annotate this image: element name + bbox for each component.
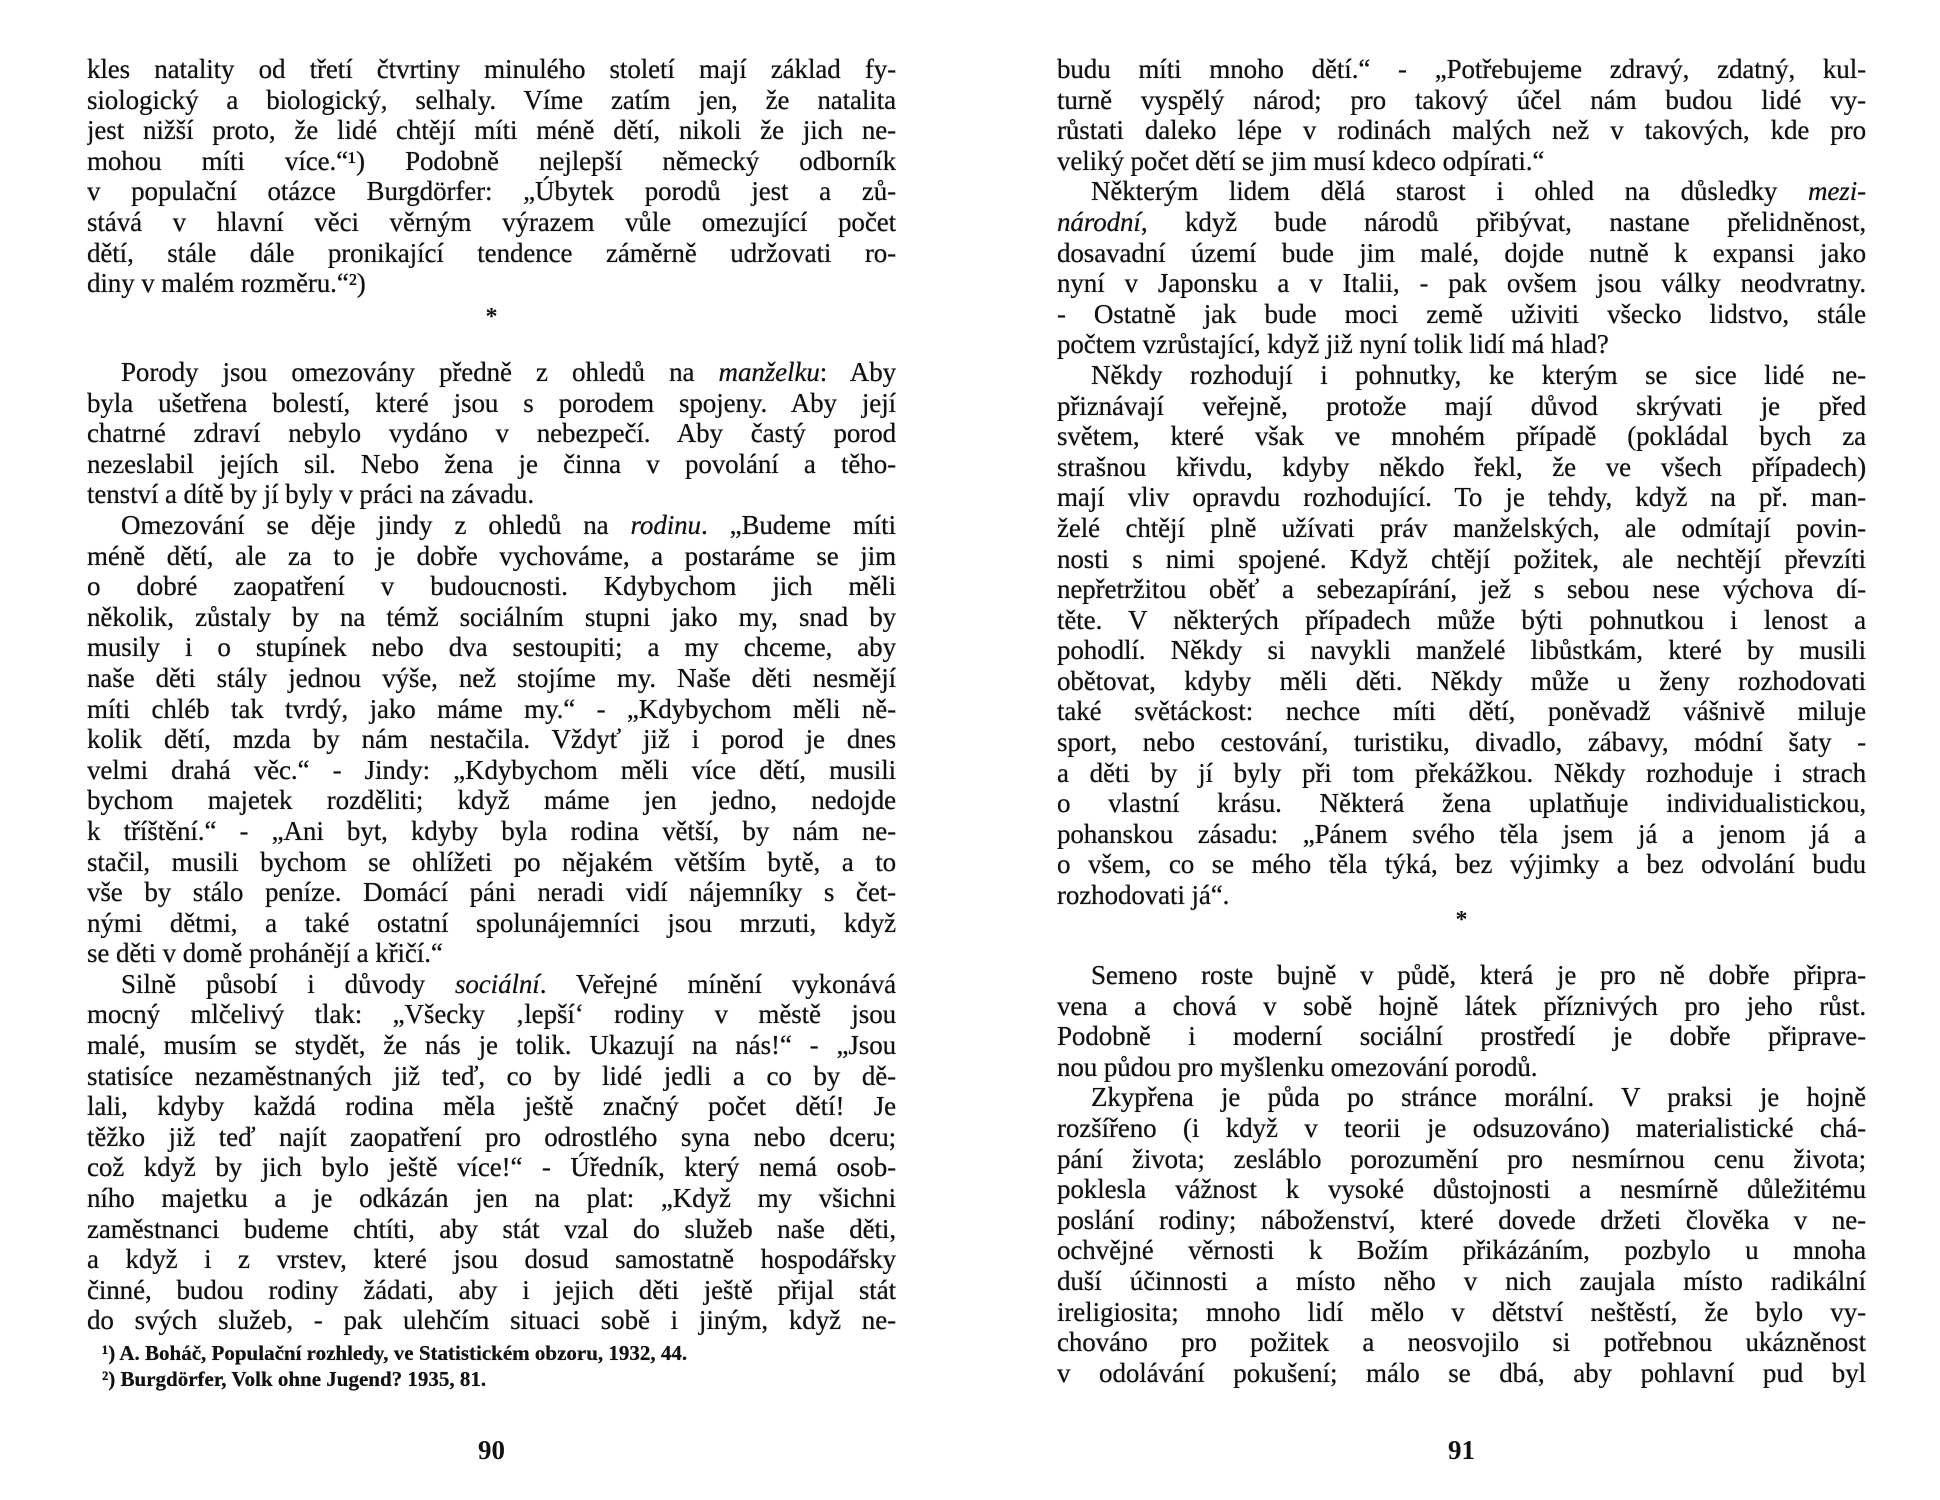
text-line: ochvějné věrnosti k Božím přikázáním, pozbylo u mnoha — [1057, 1235, 1866, 1266]
book-page-left — [87, 0, 896, 1500]
text-line: mocný mlčelivý tlak: „Všecky ‚lepší‘ rodiny v městě jsou — [87, 999, 896, 1030]
text-line: sport, nebo cestování, turistiku, divadlo, zábavy, módní šaty - — [1057, 727, 1866, 758]
text-line: a když i z vrstev, které jsou dosud samostatně hospodářsky — [87, 1244, 896, 1275]
text-line: velmi drahá věc.“ - Jindy: „Kdybychom měli více dětí, musili — [87, 754, 896, 785]
section-separator-asterisk: * — [485, 304, 498, 330]
paragraph — [87, 357, 896, 510]
text-line: poklesla vážnost k vysoké důstojnosti a nesmírně důležitému — [1057, 1174, 1866, 1205]
text-line: nepřetržitou oběť a sebezapírání, jež s sebou nese výchova dí- — [1057, 574, 1866, 605]
text-line: vše by stálo peníze. Domácí páni neradi vidí nájemníky s čet- — [87, 877, 896, 908]
text-line: rozšířeno (i když v teorii je odsuzováno) materialistické chá- — [1057, 1112, 1866, 1143]
text-run: Porody jsou omezovány předně z ohledů na — [121, 357, 719, 387]
text-line: stává v hlavní věci věrným výrazem vůle omezující počet — [87, 206, 896, 237]
text-line: diny v malém rozměru.“²) — [87, 268, 366, 299]
text-line: veliký počet dětí se jim musí kdeco odpírati.“ — [1057, 145, 1545, 176]
text-section — [1057, 960, 1866, 1388]
text-line: což když by jich bylo ještě více!“ - Úředník, který nemá osob- — [87, 1152, 896, 1183]
text-line: pání života; zesláblo porozumění pro nesmírnou cenu života; — [1057, 1143, 1866, 1174]
emphasized-text: mezi- — [1808, 176, 1866, 207]
text-line: strašnou křivdu, kdyby někdo řekl, že ve všech případech) — [1057, 451, 1866, 482]
text-line: musily i o stupínek nebo dva sestoupiti; a my chceme, aby — [87, 632, 896, 663]
text-line: mají vliv opravdu rozhodující. To je tehdy, když na př. man- — [1057, 482, 1866, 513]
emphasized-text: národní — [1057, 206, 1141, 237]
text-line: nou půdou pro myšlenku omezování porodů. — [1057, 1051, 1538, 1082]
text-line: obětovat, kdyby měli děti. Někdy může u ženy rozhodovati — [1057, 665, 1866, 696]
text-run: Omezování se děje jindy z ohledů na — [121, 509, 631, 540]
text-line: - Ostatně jak bude moci země uživiti všecko lidstvo, stále — [1057, 298, 1866, 329]
text-line: počtem vzrůstající, když již nyní tolik lidí má hlad? — [1057, 329, 1609, 360]
text-line: želé chtějí plně užívati práv manželských, ale odmítají povin- — [1057, 512, 1866, 543]
text-line — [1057, 207, 1866, 238]
text-line — [87, 357, 896, 388]
text-run: Některým lidem dělá starost i ohled na důsledky — [1091, 176, 1809, 207]
text-line: duší účinnosti a místo něho v nich zaujala místo radikální — [1057, 1265, 1866, 1296]
text-line: rozhodovati já“. — [1057, 880, 1230, 911]
emphasized-text: sociální — [454, 968, 540, 999]
text-line — [87, 969, 896, 1000]
text-line: nyní v Japonsku a v Italii, - pak ovšem jsou války neodvratny. — [1057, 268, 1866, 299]
text-section — [87, 357, 896, 1336]
text-line: chováno pro požitek a neosvojilo si potřebnou ukázněnost — [1057, 1327, 1866, 1358]
text-line: stačil, musili bychom se ohlížeti po nějakém větším bytě, a to — [87, 846, 896, 877]
text-line: těžko již teď najít zaopatření pro odrostlého syna nebo dceru; — [87, 1121, 896, 1152]
text-line: k tříštění.“ - „Ani byt, kdyby byla rodina větší, by nám ne- — [87, 815, 896, 846]
text-line: růstati daleko lépe v rodinách malých než v takových, kde pro — [1057, 115, 1866, 146]
text-line: Podobně i moderní sociální prostředí je dobře připrave- — [1057, 1021, 1866, 1052]
text-line: také světáckost: nechce míti dětí, poněvadž vášnivě miluje — [1057, 696, 1866, 727]
text-line: v odolávání pokušení; málo se dbá, aby pohlavní pud byl — [1057, 1357, 1866, 1388]
text-line — [1057, 176, 1866, 207]
text-line: mohou míti více.“¹) Podobně nejlepší německý odborník — [87, 145, 896, 176]
text-line: bychom majetek rozděliti; když máme jen jedno, nedojde — [87, 785, 896, 816]
text-run: Silně působí i důvody — [121, 968, 455, 999]
book-page-right — [1057, 0, 1866, 1500]
text-line: nými dětmi, a také ostatní spolunájemníci jsou mrzuti, když — [87, 907, 896, 938]
emphasized-text: manželku — [718, 357, 820, 387]
paragraph — [87, 969, 896, 1336]
text-line: jest nižší proto, že lidé chtějí míti méně dětí, nikoli že jich ne- — [87, 115, 896, 146]
text-section — [1057, 54, 1866, 911]
text-run: . „Budeme míti — [700, 509, 896, 540]
text-line: statisíce nezaměstnaných již teď, co by lidé jedli a co by dě- — [87, 1060, 896, 1091]
text-line: malé, musím se stydět, že nás je tolik. Ukazují na nás!“ - „Jsou — [87, 1030, 896, 1061]
text-line: siologický a biologický, selhaly. Víme zatím jen, že natalita — [87, 84, 896, 115]
text-line: činné, budou rodiny žádati, aby i jejich děti ještě přijal stát — [87, 1274, 896, 1305]
text-line: se děti v domě prohánějí a křičí.“ — [87, 938, 443, 969]
text-line — [87, 510, 896, 541]
text-line: poslání rodiny; náboženství, které dovede držeti člověka v ne- — [1057, 1204, 1866, 1235]
section-separator-asterisk: * — [1455, 907, 1468, 933]
footnotes — [102, 1340, 892, 1392]
text-line: dosavadní území bude jim malé, dojde nutně k expansi jako — [1057, 237, 1866, 268]
text-line: ního majetku a je odkázán jen na plat: „Když my všichni — [87, 1183, 896, 1214]
text-section — [87, 54, 896, 299]
text-line: několik, zůstaly by na témž sociálním stupni jako my, snad by — [87, 601, 896, 632]
text-line: míti chléb tak tvrdý, jako máme my.“ - „Kdybychom měli ně- — [87, 693, 896, 724]
text-line: Semeno roste bujně v půdě, která je pro ně dobře připra- — [1091, 960, 1866, 990]
text-line: vena a chová v sobě hojně látek příznivých pro jeho růst. — [1057, 990, 1866, 1021]
text-line: do svých služeb, - pak ulehčím situaci sobě i jiným, když ne- — [87, 1305, 896, 1336]
text-line: ireligiosita; mnoho lidí mělo v dětství neštěstí, že bylo vy- — [1057, 1296, 1866, 1327]
text-line: dětí, stále dále pronikající tendence záměrně udržovati ro- — [87, 237, 896, 268]
page-number: 91 — [1448, 1435, 1475, 1465]
paragraph — [1057, 360, 1866, 911]
text-line: byla ušetřena bolestí, které jsou s porodem spojeny. Aby její — [87, 387, 896, 418]
text-line: kolik dětí, mzda by nám nestačila. Vždyť již i porod je dnes — [87, 724, 896, 755]
text-line: lali, kdyby každá rodina měla ještě značný počet dětí! Je — [87, 1091, 896, 1122]
text-line: pohanskou zásadu: „Pánem svého těla jsem já a jenom já a — [1057, 818, 1866, 849]
text-line: pohodlí. Někdy si navykli manželé libůstkám, které by musili — [1057, 635, 1866, 666]
text-line: méně dětí, ale za to je dobře vychováme, a postaráme se jim — [87, 540, 896, 571]
text-line: Někdy rozhodují i pohnutky, ke kterým se sice lidé ne- — [1091, 359, 1866, 390]
text-line: naše děti stály jednou výše, než stojíme my. Naše děti nesmějí — [87, 662, 896, 693]
emphasized-text: rodinu — [630, 509, 701, 540]
text-line: budu míti mnoho dětí.“ - „Potřebujeme zdravý, zdatný, kul- — [1057, 54, 1866, 84]
text-line: o vlastní krásu. Některá žena uplatňuje individualistickou, — [1057, 788, 1866, 819]
text-line: zaměstnanci budeme chtíti, aby stát vzal do služeb naše děti, — [87, 1213, 896, 1244]
footnote: ²) Burgdörfer, Volk ohne Jugend? 1935, 81. — [102, 1367, 487, 1391]
paragraph — [1057, 176, 1866, 360]
paragraph — [1057, 1082, 1866, 1388]
paragraph — [87, 510, 896, 969]
text-run: , když bude národů přibývat, nastane přelidněnost, — [1140, 206, 1866, 237]
text-line: o všem, co se mého těla týká, bez výjimky a bez odvolání budu — [1057, 849, 1866, 880]
paragraph — [1057, 54, 1866, 176]
text-line: o dobré zaopatření v budoucnosti. Kdybychom jich měli — [87, 571, 896, 602]
paragraph — [1057, 960, 1866, 1082]
text-line: kles natality od třetí čtvrtiny minulého století mají základ fy- — [87, 54, 896, 84]
text-line: chatrné zdraví nebylo vydáno v nebezpečí. Aby častý porod — [87, 418, 896, 449]
text-line: v populační otázce Burgdörfer: „Úbytek porodů jest a zů- — [87, 176, 896, 207]
text-line: a děti by jí byly při tom překážkou. Někdy rozhoduje i strach — [1057, 757, 1866, 788]
text-line: Zkypřena je půda po stránce morální. V praksi je hojně — [1091, 1082, 1866, 1113]
page-number: 90 — [478, 1435, 505, 1465]
text-line: nosti s nimi spojené. Když chtějí požitek, ale nechtějí převzíti — [1057, 543, 1866, 574]
text-run: : Aby — [819, 357, 896, 387]
text-line: přiznávají veřejně, protože mají důvod skrývati je před — [1057, 390, 1866, 421]
text-line: těte. V některých případech může býti pohnutkou i lenost a — [1057, 604, 1866, 635]
text-line: světem, které však ve mnohém případě (pokládal bych za — [1057, 421, 1866, 452]
text-line: tenství a dítě by jí byly v práci na závadu. — [87, 479, 534, 510]
paragraph — [87, 54, 896, 299]
text-line: turně vyspělý národ; pro takový účel nám budou lidé vy- — [1057, 84, 1866, 115]
footnote: ¹) A. Boháč, Populační rozhledy, ve Statistickém obzoru, 1932, 44. — [102, 1341, 688, 1365]
text-run: . Veřejné mínění vykonává — [539, 968, 896, 999]
text-line: nezeslabil jejích sil. Nebo žena je činna v povolání a těho- — [87, 448, 896, 479]
